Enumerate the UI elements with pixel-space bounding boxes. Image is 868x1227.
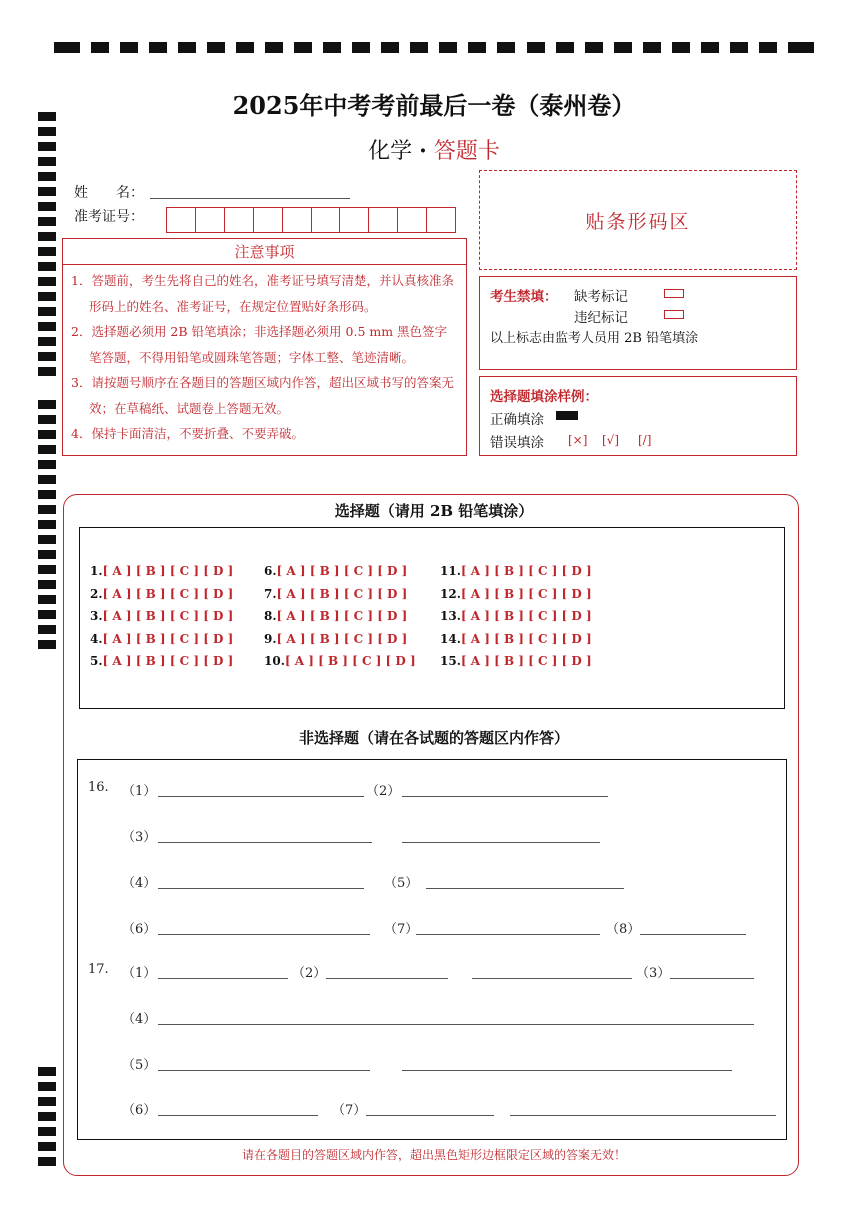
timing-mark: [294, 42, 312, 53]
answer-line[interactable]: [326, 978, 448, 979]
mc-question-2[interactable]: [90, 587, 233, 601]
mc-options[interactable]: [ A ] [ B ] [ C ] [ D ]: [276, 631, 408, 646]
mc-question-number: 9.: [264, 631, 277, 646]
title-dot: ·: [419, 138, 427, 164]
side-timing-mark: [38, 535, 56, 544]
mc-question-1[interactable]: [90, 564, 233, 578]
mc-question-6[interactable]: [264, 564, 407, 578]
timing-mark: [439, 42, 457, 53]
answer-line[interactable]: [510, 1115, 776, 1116]
sample-title: 选择题填涂样例：: [490, 389, 598, 405]
timing-mark: [91, 42, 109, 53]
mc-heading: 选择题（请用 2B 铅笔填涂）: [334, 502, 534, 520]
mc-question-7[interactable]: [264, 587, 407, 601]
mc-question-number: 12.: [440, 586, 461, 601]
forbidden-box: [479, 276, 797, 370]
answer-line[interactable]: [426, 888, 624, 889]
footer-note: 请在各题目的答题区域内作答，超出黑色矩形边框限定区域的答案无效！: [241, 1148, 626, 1162]
answer-line[interactable]: [402, 842, 600, 843]
timing-mark: [672, 42, 690, 53]
mc-options[interactable]: [ A ] [ B ] [ C ] [ D ]: [102, 564, 234, 578]
mc-options[interactable]: [ A ] [ B ] [ C ] [ D ]: [460, 586, 592, 601]
open-heading: 非选择题（请在各试题的答题区内作答）: [298, 729, 569, 747]
violation-label: 违纪标记: [574, 310, 628, 326]
timing-mark: [643, 42, 661, 53]
id-digit-box[interactable]: [167, 208, 196, 232]
side-timing-mark: [38, 217, 56, 226]
side-timing-mark: [38, 1082, 56, 1091]
side-timing-mark: [38, 322, 56, 331]
timing-mark: [730, 42, 748, 53]
sub-question-label: （6）: [122, 1103, 157, 1118]
answer-line[interactable]: [158, 978, 288, 979]
side-timing-mark: [38, 460, 56, 469]
mc-question-number: 6.: [264, 564, 277, 578]
mc-options[interactable]: [ A ] [ B ] [ C ] [ D ]: [284, 654, 416, 668]
barcode-label: 贴条形码区: [585, 210, 691, 233]
side-timing-mark: [38, 565, 56, 574]
wrong-sample-check: [√]: [602, 433, 620, 447]
answer-line[interactable]: [402, 796, 608, 797]
mc-options[interactable]: [ A ] [ B ] [ C ] [ D ]: [276, 564, 408, 578]
answer-line[interactable]: [158, 1070, 370, 1071]
timing-mark: [759, 42, 777, 53]
question-17-number: 17.: [88, 962, 109, 977]
timing-mark: [178, 42, 196, 53]
side-timing-mark: [38, 1112, 56, 1121]
card-name: 答题卡: [433, 139, 500, 164]
mc-question-number: 7.: [264, 586, 277, 601]
mc-options[interactable]: [ A ] [ B ] [ C ] [ D ]: [276, 586, 408, 601]
mc-question-number: 5.: [90, 654, 103, 668]
side-timing-mark: [38, 277, 56, 286]
id-digit-box[interactable]: [312, 208, 341, 232]
open-answer-box: [77, 759, 787, 1140]
side-timing-mark: [38, 202, 56, 211]
id-digit-box[interactable]: [369, 208, 398, 232]
answer-line[interactable]: [158, 1024, 754, 1025]
subject-name: 化学: [368, 139, 413, 164]
side-timing-mark: [38, 172, 56, 181]
mc-question-10[interactable]: [264, 654, 416, 668]
sub-question-label: （3）: [122, 830, 157, 845]
side-timing-mark: [38, 430, 56, 439]
timing-mark: [527, 42, 545, 53]
side-timing-mark: [38, 610, 56, 619]
side-timing-mark: [38, 367, 56, 376]
wrong-sample-cross: [×]: [568, 433, 588, 447]
side-timing-mark: [38, 307, 56, 316]
answer-line[interactable]: [158, 934, 370, 935]
side-timing-mark: [38, 292, 56, 301]
timing-mark: [207, 42, 225, 53]
side-timing-mark: [38, 640, 56, 649]
sub-question-label: （2）: [292, 966, 327, 981]
wrong-sample-slash: [/]: [638, 433, 652, 447]
sub-question-label: （8）: [606, 922, 641, 937]
correct-label: 正确填涂: [490, 412, 544, 428]
sub-question-label: （5）: [122, 1058, 157, 1073]
mc-question-number: 10.: [264, 654, 285, 668]
mc-question-4[interactable]: [90, 632, 233, 646]
sub-question-label: （7）: [384, 922, 419, 937]
mc-question-number: 11.: [440, 564, 461, 578]
timing-mark: [54, 42, 80, 53]
mc-question-8[interactable]: [264, 609, 407, 623]
top-timing-marks: [54, 42, 814, 54]
side-timing-mark: [38, 337, 56, 346]
mc-options[interactable]: [ A ] [ B ] [ C ] [ D ]: [276, 609, 408, 623]
timing-mark: [468, 42, 486, 53]
id-digit-box[interactable]: [196, 208, 225, 232]
timing-mark: [701, 42, 719, 53]
timing-mark: [323, 42, 341, 53]
barcode-area: [479, 170, 797, 270]
answer-line[interactable]: [640, 934, 746, 935]
side-timing-mark: [38, 625, 56, 634]
side-timing-mark: [38, 247, 56, 256]
sub-question-label: （2）: [366, 784, 401, 799]
side-timing-mark: [38, 580, 56, 589]
exam-id-boxes[interactable]: [166, 207, 456, 233]
timing-mark: [614, 42, 632, 53]
mc-question-13[interactable]: [440, 609, 592, 623]
sub-question-label: （1）: [122, 784, 157, 799]
mc-question-number: 15.: [440, 654, 461, 668]
sub-question-label: （1）: [122, 966, 157, 981]
timing-mark: [497, 42, 515, 53]
violation-mark-box[interactable]: [664, 310, 684, 319]
mc-question-number: 14.: [440, 631, 461, 646]
timing-mark: [556, 42, 574, 53]
answer-line[interactable]: [416, 934, 600, 935]
id-digit-box[interactable]: [340, 208, 369, 232]
mc-question-number: 3.: [90, 609, 103, 623]
side-timing-mark: [38, 400, 56, 409]
mc-question-3[interactable]: [90, 609, 233, 623]
answer-line[interactable]: [158, 842, 372, 843]
page-title: 2025年中考考前最后一卷（泰州卷）: [232, 91, 636, 120]
id-label: 准考证号：: [74, 209, 144, 225]
mc-question-number: 4.: [90, 631, 103, 646]
id-digit-box[interactable]: [225, 208, 254, 232]
side-timing-mark: [38, 415, 56, 424]
sample-box: [479, 376, 797, 456]
sub-question-label: （3）: [636, 966, 671, 981]
answer-line[interactable]: [402, 1070, 732, 1071]
notice-item: 2．选择题必须用 2B 铅笔填涂；非选择题必须用 0.5 mm 黑色签字笔答题，不得用铅笔或圆珠笔答题；字体工整、笔迹清晰。: [71, 324, 448, 365]
answer-line[interactable]: [158, 888, 364, 889]
sub-question-label: （4）: [122, 876, 157, 891]
id-digit-box[interactable]: [254, 208, 283, 232]
side-timing-mark: [38, 490, 56, 499]
mc-options[interactable]: [ A ] [ B ] [ C ] [ D ]: [460, 609, 592, 623]
notice-item: 4．保持卡面清洁，不要折叠、不要弄破。: [71, 426, 304, 441]
timing-mark: [410, 42, 428, 53]
mc-options[interactable]: [ A ] [ B ] [ C ] [ D ]: [102, 609, 234, 623]
notice-item: 1．答题前，考生先将自己的姓名，准考证号填写清楚，并认真核准条形码上的姓名、准考证号，在规定位置贴好条形码。: [71, 273, 454, 314]
mc-question-15[interactable]: [440, 654, 592, 668]
name-field[interactable]: [150, 198, 350, 199]
mc-options[interactable]: [ A ] [ B ] [ C ] [ D ]: [102, 631, 234, 646]
mc-options[interactable]: [ A ] [ B ] [ C ] [ D ]: [460, 654, 592, 668]
notice-body: [62, 264, 467, 456]
sub-question-label: （5）: [384, 876, 419, 891]
mc-question-11[interactable]: [440, 564, 592, 578]
answer-line[interactable]: [366, 1115, 494, 1116]
mc-question-14[interactable]: [440, 632, 592, 646]
absent-mark-box[interactable]: [664, 289, 684, 298]
mc-question-number: 2.: [90, 586, 103, 601]
side-timing-mark: [38, 445, 56, 454]
question-16-number: 16.: [88, 780, 109, 795]
mc-question-number: 1.: [90, 564, 103, 578]
timing-mark: [149, 42, 167, 53]
mc-answer-box: [79, 527, 785, 709]
sub-question-label: （7）: [332, 1103, 367, 1118]
timing-mark: [381, 42, 399, 53]
notice-heading: 注意事项: [62, 238, 467, 265]
sub-question-label: （6）: [122, 922, 157, 937]
mc-question-12[interactable]: [440, 587, 592, 601]
timing-mark: [585, 42, 603, 53]
notice-item: 3．请按题号顺序在各题目的答题区域内作答，超出区域书写的答案无效；在草稿纸、试题卷上答题无效。: [71, 375, 454, 416]
id-digit-box[interactable]: [427, 208, 455, 232]
wrong-label: 错误填涂: [490, 435, 544, 451]
name-label: 姓 名：: [74, 185, 144, 201]
subject-title: [0, 134, 868, 165]
mc-options[interactable]: [ A ] [ B ] [ C ] [ D ]: [102, 586, 234, 601]
id-digit-box[interactable]: [283, 208, 312, 232]
side-timing-mark: [38, 352, 56, 361]
mc-question-number: 8.: [264, 609, 277, 623]
id-digit-box[interactable]: [398, 208, 427, 232]
mc-question-number: 13.: [440, 609, 461, 623]
side-timing-mark: [38, 1067, 56, 1076]
side-timing-mark: [38, 1097, 56, 1106]
mc-options[interactable]: [ A ] [ B ] [ C ] [ D ]: [460, 631, 592, 646]
absent-label: 缺考标记: [574, 289, 628, 305]
answer-line[interactable]: [670, 978, 754, 979]
answer-line[interactable]: [158, 1115, 318, 1116]
mc-question-5[interactable]: [90, 654, 233, 668]
answer-line[interactable]: [472, 978, 632, 979]
timing-mark: [265, 42, 283, 53]
timing-mark: [788, 42, 814, 53]
side-timing-mark: [38, 595, 56, 604]
mc-question-9[interactable]: [264, 632, 407, 646]
correct-fill-sample: [556, 411, 578, 420]
answer-line[interactable]: [158, 796, 364, 797]
sub-question-label: （4）: [122, 1012, 157, 1027]
side-timing-mark: [38, 1127, 56, 1136]
side-timing-mark: [38, 520, 56, 529]
forbidden-label: 考生禁填：: [490, 289, 558, 305]
forbidden-note: 以上标志由监考人员用 2B 铅笔填涂: [490, 331, 699, 346]
timing-mark: [120, 42, 138, 53]
timing-mark: [236, 42, 254, 53]
side-timing-mark: [38, 262, 56, 271]
mc-options[interactable]: [ A ] [ B ] [ C ] [ D ]: [460, 564, 592, 578]
side-timing-mark: [38, 475, 56, 484]
side-timing-mark: [38, 232, 56, 241]
side-timing-mark: [38, 187, 56, 196]
timing-mark: [352, 42, 370, 53]
side-timing-mark: [38, 550, 56, 559]
mc-options[interactable]: [ A ] [ B ] [ C ] [ D ]: [102, 654, 234, 668]
